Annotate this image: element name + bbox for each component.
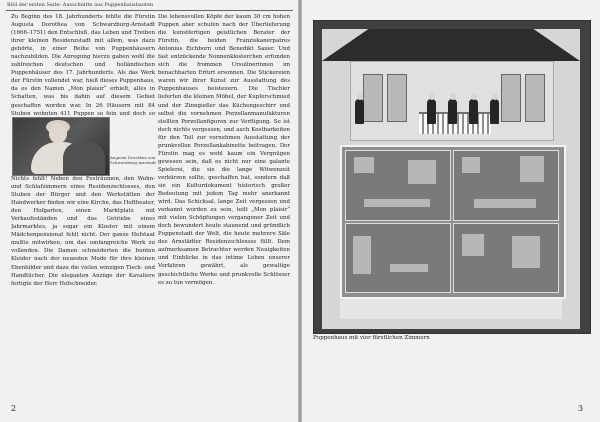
room-sideboard	[512, 236, 540, 268]
portrait-face	[49, 123, 67, 143]
article-paragraph-2: Nichts fehlt! Neben den Festräumen, den Wohn- und Schlafzimmern eines Residenzschlosses, den Stuben der Bürger und den Werkstätten der Handwerker finden wir eine Kirche, das Hoftheater, den Hofgarten, einen Marktplatz mit Verkaufsständen und das Getriebe eines Jahrmarktes, ja sogar ein Kloster mit einem Mädchenpensionat fehlt nicht. Der ganze Hofstaat mußte mitwirken, um das umfangreiche Werk zu vollenden. Die Damen schneiderten die bunten Kleider nach der neuesten Mode für ihre kleinen Ebenbilder und dazu die vielen winzigen Tisch- und Handtücher. Die eleganten Anzüge der Kavaliere fertigte der Herr Hofschneider.	[11, 176, 155, 287]
room-bottom-left	[345, 223, 451, 293]
upper-window-3	[501, 74, 521, 122]
running-head-rule	[6, 10, 293, 11]
right-page-number: 3	[578, 404, 584, 413]
right-page	[302, 0, 600, 422]
doll-figure-5	[355, 99, 364, 124]
article-paragraph-3: Die lebensvollen Köpfe der kaum 30 cm hohen Puppen aber schufen nach der Überlieferung die kunstfertigen geistlichen Berater der Fürstin, die beiden Franziskanerpatres Antonius Eichborn und Benedikt Sauer. Und fast entzückende Nonnenklosterchen erfunden sich die frommen Ursulinerinnen im benachbarten Erfurt ersonnen. Die Stickereien waren wir ihrer Kunst zur Ausstattung des Puppenhauses beisteuern. Die Tischler lieferten die kleinen Möbel, der Kupferschmied und der Zinngießer das Küchengeschirr und selbst die vornehmen Porzellanmanufakturen stellten Porzellanfiguren zur Verfügung. So ist doch nichts vergessen, und auch Kostbarkeiten für den Teil zur vornehmen Ausstattung der prunkvollen Porzellankabinette beitragen. Der Fürstin mag es wohl kaum ein Vergnügen gewesen sein, daß es nicht nur eine galante Spielerei, die sie die lange Witwenzeit verkürzen sollte, geschaffen hat, sondern daß sie ein Kulturdokument historisch großer Bedeutung mit jedem Tag mehr anerkannt wird. Das Schicksal, lange Zeit vergessen und verkannt worden zu sein, teilt „Mon plaisir“ mit vielen Schöpfungen vergangener Zeit und doch bewundert heute staunend und gründlich Puppenstadt der Welt, die heute mehrere Säle des Arnstädter Residenzschlosses füllt. Dem aufmerksamen Betrachter werden Neuigkeiten und Einblicke in das intime Leben unserer Vorfahren gewährt, als gewaltige geschichtliche Werke und prunkvolle Schlösser es zu tun vermögen.	[158, 14, 290, 286]
running-head: Bild der ersten Seite: Ausschnitte aus Puppenhausbauten	[7, 2, 154, 8]
room-mirror	[408, 160, 436, 184]
left-page-number: 2	[11, 404, 17, 413]
room-table	[364, 199, 430, 207]
room-top-right	[453, 150, 559, 221]
doll-figure-3	[469, 99, 478, 124]
room-window	[354, 157, 374, 173]
doll-figure-2	[448, 99, 457, 124]
portrait-image	[12, 117, 110, 176]
room-top-left	[345, 150, 451, 221]
doll-figure-1	[427, 99, 436, 124]
room-bench	[390, 264, 428, 272]
upper-left-window	[363, 74, 383, 122]
article-paragraph-1: Zu Beginn des 18. Jahrhunderts fehlte die Fürstin Augusta Dorothea von Schwarzburg-Arnstadt (1666–1751) den Entschluß, das Leben und Treiben ihrer kleinen Residenzstadt mit allem, was dazu gehörte, in einer Reihe von Puppenhäusern nachzubilden. Die Anregung hierzu gaben wohl die zahlreichen deutschen und holländischen Puppenhäuser des 17. Jahrhunderts. Als das Werk der Fürstin vollendet war, hieß dieses Puppenhaus, da es den Namen „Mon plaisir“ erhielt, alles in Schatten, was bis dahin auf diesem Gebiet geschaffen worden war. In 26 Häusern mit 84 Stuben wohnten 411 Puppen so fein und doch so	[11, 14, 155, 117]
dollhouse-rooms	[340, 145, 566, 299]
room-panel	[353, 236, 371, 274]
portrait-caption: Augusta Dorothea von Schwarzburg-Arnstadt	[110, 155, 156, 165]
dollhouse-model	[322, 29, 580, 329]
portrait-cape	[63, 142, 105, 174]
doll-figure-4	[490, 99, 499, 124]
room-bottom-right	[453, 223, 559, 293]
room-fireplace	[462, 234, 484, 256]
upper-right-window	[525, 74, 545, 122]
room-window	[462, 157, 480, 173]
article-column-1-bottom	[11, 175, 155, 387]
upper-floor	[350, 61, 554, 141]
dollhouse-photo	[313, 20, 591, 334]
article-column-2	[158, 13, 290, 399]
dollhouse-base	[340, 299, 562, 319]
room-cabinet	[520, 156, 544, 182]
article-column-1-top	[11, 13, 155, 117]
left-page	[0, 0, 298, 422]
dollhouse-roof	[322, 29, 580, 61]
upper-window-2	[387, 74, 407, 122]
photo-caption: Puppenhaus mit vier fürstlichen Zimmern	[313, 335, 430, 341]
room-table	[474, 199, 536, 208]
